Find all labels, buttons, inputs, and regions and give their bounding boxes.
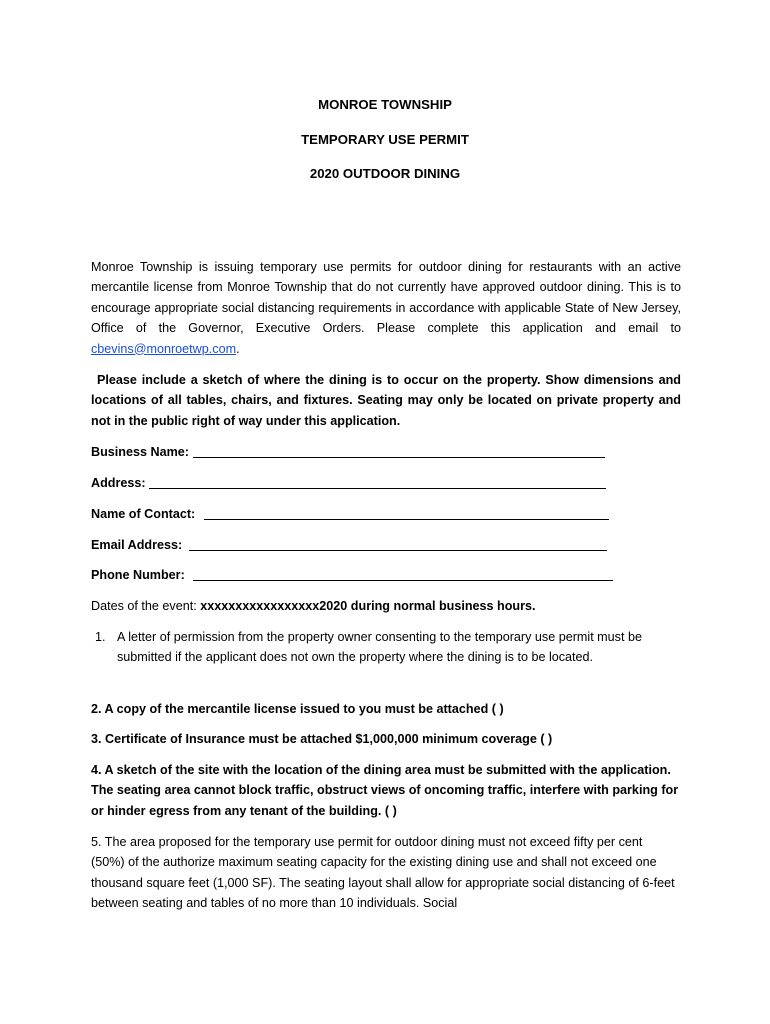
item-1-text: A letter of permission from the property owner consenting to the temporary use permit must be submitted if the applicant does not own the property where the dining is to be located. <box>117 630 642 665</box>
intro-end: . <box>236 341 240 356</box>
email-label: Email Address: <box>91 538 183 552</box>
address-line[interactable] <box>149 488 606 489</box>
sketch-notice: Please include a sketch of where the dining is to occur on the property. Show dimensions and locations of all tables, chairs, and fixtures. Seating may only be located on private property and not in the public right of way under this application. <box>91 373 681 428</box>
contact-label: Name of Contact: <box>91 507 196 521</box>
contact-line[interactable] <box>204 519 609 520</box>
email-line[interactable] <box>189 550 607 551</box>
header-township: MONROE TOWNSHIP <box>318 97 452 112</box>
header-program: 2020 OUTDOOR DINING <box>309 166 461 181</box>
item-2: 2. A copy of the mercantile license issued to you must be attached ( ) <box>91 702 504 716</box>
item-5: 5. The area proposed for the temporary use permit for outdoor dining must not exceed fifty per cent (50%) of the authorize maximum seating capacity for the existing dining use and shall not exceed one thousand square feet (1,000 SF). The seating layout shall allow for appropriate social distancing of 6-feet between seating and tables of no more than 10 individuals. Social <box>91 835 675 911</box>
intro-text: Monroe Township is issuing temporary use permits for outdoor dining for restaurants with an active mercantile license from Monroe Township that do not currently have approved outdoor dining. This is to encourage appropriate social distancing requirements in accordance with applicable State of New Jersey, Office of the Governor, Executive Orders. Please complete this application and email to <box>91 260 681 336</box>
header-permit-type: TEMPORARY USE PERMIT <box>301 132 469 147</box>
address-label: Address: <box>91 476 146 490</box>
intro-paragraph <box>91 257 681 359</box>
phone-label: Phone Number: <box>91 568 185 582</box>
phone-line[interactable] <box>193 580 613 581</box>
business-name-line[interactable] <box>193 457 605 458</box>
item-1-number: 1. <box>95 630 106 644</box>
dates-label: Dates of the event: <box>91 599 201 613</box>
email-link[interactable]: cbevins@monroetwp.com <box>91 341 237 356</box>
dates-value: xxxxxxxxxxxxxxxxx2020 during normal business hours. <box>200 599 536 613</box>
item-4: 4. A sketch of the site with the location of the dining area must be submitted with the application. The seating area cannot block traffic, obstruct views of oncoming traffic, interfere with parking for or hinder egress from any tenant of the building. ( ) <box>91 763 679 818</box>
business-name-label: Business Name: <box>91 445 189 459</box>
item-3: 3. Certificate of Insurance must be attached $1,000,000 minimum coverage ( ) <box>91 732 553 746</box>
event-dates <box>91 596 681 616</box>
